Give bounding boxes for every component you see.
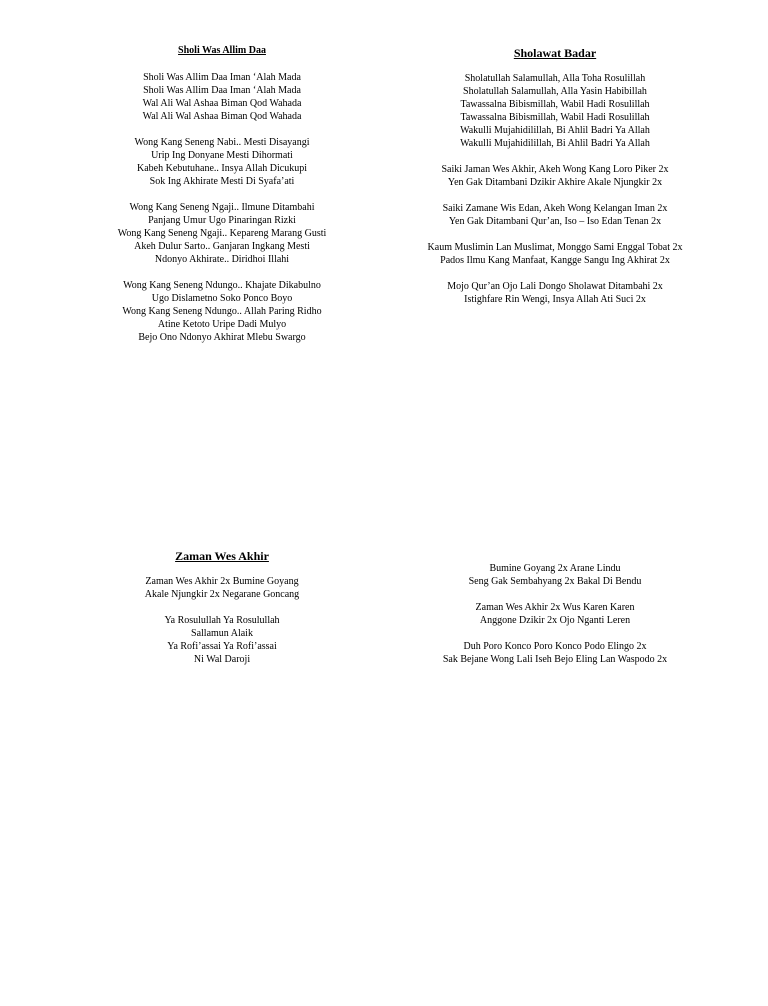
- lyric-line: Kabeh Kebutuhane.. Insya Allah Dicukupi: [137, 163, 307, 174]
- lyric-line: Pados Ilmu Kang Manfaat, Kangge Sangu Ing Akhirat 2x: [440, 255, 670, 266]
- lyric-line: Wong Kang Seneng Ngaji.. Kepareng Marang Gusti: [117, 228, 327, 239]
- lyric-line: Sholi Was Allim Daa Iman ‘Alah Mada: [143, 72, 301, 83]
- lyric-line: Tawassalna Bibismillah, Wabil Hadi Rosulillah: [460, 112, 650, 123]
- stanza: [400, 280, 710, 306]
- stanza: [100, 614, 344, 666]
- lyric-line: Sholatullah Salamullah, Alla Toha Rosulillah: [464, 73, 646, 84]
- lyric-line: Ni Wal Daroji: [193, 654, 251, 665]
- lyric-line: Wakulli Mujahidilillah, Bi Ahlil Badri Ya Allah: [460, 138, 650, 149]
- lyric-line: Urip Ing Donyane Mesti Dihormati: [151, 150, 293, 161]
- stanza: [400, 640, 710, 666]
- lyric-line: Anggone Dzikir 2x Ojo Nganti Leren: [479, 615, 631, 626]
- lyric-line: Ndonyo Akhirate.. Diridhoi Illahi: [154, 254, 290, 265]
- lyrics: [400, 72, 710, 306]
- lyric-line: Bumine Goyang 2x Arane Lindu: [489, 563, 621, 574]
- song-title: Sholi Was Allim Daa: [178, 45, 266, 56]
- lyrics: [100, 71, 344, 344]
- stanza: [100, 136, 344, 188]
- lyric-line: Ya Rosulullah Ya Rosulullah: [164, 615, 280, 626]
- lyric-line: Wong Kang Seneng Nabi.. Mesti Disayangi: [134, 137, 310, 148]
- stanza: [400, 562, 710, 588]
- lyric-line: Sok Ing Akhirate Mesti Di Syafa’ati: [149, 176, 295, 187]
- lyric-line: Ugo Dislametno Soko Ponco Boyo: [151, 293, 293, 304]
- song-sholawat-badar: [400, 45, 710, 306]
- lyric-line: Mojo Qur’an Ojo Lali Dongo Sholawat Ditambahi 2x: [447, 281, 663, 292]
- lyric-line: Zaman Wes Akhir 2x Wus Karen Karen: [475, 602, 635, 613]
- lyric-line: Wong Kang Seneng Ndungo.. Allah Paring Ridho: [122, 306, 322, 317]
- lyric-line: Panjang Umur Ugo Pinaringan Rizki: [148, 215, 296, 226]
- lyric-line: Akale Njungkir 2x Negarane Goncang: [144, 589, 300, 600]
- stanza: [100, 279, 344, 344]
- stanza: [400, 202, 710, 228]
- lyric-line: Wong Kang Seneng Ndungo.. Khajate Dikabulno: [123, 280, 321, 291]
- song-zaman-wes-akhir-continued: [400, 562, 710, 666]
- lyric-line: Sholi Was Allim Daa Iman ‘Alah Mada: [143, 85, 301, 96]
- lyric-line: Wakulli Mujahidilillah, Bi Ahlil Badri Ya Allah: [460, 125, 650, 136]
- song-sholi-was-allim: [100, 44, 344, 344]
- lyric-line: Tawassalna Bibismillah, Wabil Hadi Rosulillah: [460, 99, 650, 110]
- stanza: [400, 163, 710, 189]
- lyric-line: Sak Bejane Wong Lali Iseh Bejo Eling Lan Waspodo 2x: [442, 654, 668, 665]
- lyric-line: Bejo Ono Ndonyo Akhirat Mlebu Swargo: [138, 332, 306, 343]
- lyric-line: Wal Ali Wal Ashaa Biman Qod Wahada: [142, 111, 302, 122]
- lyric-line: Duh Poro Konco Poro Konco Podo Elingo 2x: [463, 641, 647, 652]
- stanza: [400, 241, 710, 267]
- lyric-line: Istighfare Rin Wengi, Insya Allah Ati Suci 2x: [464, 294, 646, 305]
- stanza: [400, 72, 710, 150]
- stanza: [100, 575, 344, 601]
- song-zaman-wes-akhir: [100, 548, 344, 666]
- lyrics: [100, 575, 344, 666]
- lyric-line: Atine Ketoto Uripe Dadi Mulyo: [157, 319, 287, 330]
- stanza: [400, 601, 710, 627]
- lyric-line: Ya Rofi’assai Ya Rofi’assai: [167, 641, 277, 652]
- lyric-line: Akeh Dulur Sarto.. Ganjaran Ingkang Mesti: [134, 241, 310, 252]
- lyric-line: Saiki Zamane Wis Edan, Akeh Wong Kelangan Iman 2x: [442, 203, 668, 214]
- lyric-line: Zaman Wes Akhir 2x Bumine Goyang: [145, 576, 299, 587]
- song-title: Sholawat Badar: [513, 46, 597, 60]
- stanza: [100, 201, 344, 266]
- lyric-line: Wong Kang Seneng Ngaji.. Ilmune Ditambahi: [129, 202, 315, 213]
- lyric-line: Kaum Muslimin Lan Muslimat, Monggo Sami Enggal Tobat 2x: [427, 242, 683, 253]
- lyrics: [400, 562, 710, 666]
- lyric-line: Seng Gak Sembahyang 2x Bakal Di Bendu: [468, 576, 642, 587]
- stanza: [100, 71, 344, 123]
- lyric-line: Yen Gak Ditambani Dzikir Akhire Akale Njungkir 2x: [447, 177, 663, 188]
- lyric-line: Saiki Jaman Wes Akhir, Akeh Wong Kang Loro Piker 2x: [441, 164, 669, 175]
- lyric-line: Wal Ali Wal Ashaa Biman Qod Wahada: [142, 98, 302, 109]
- lyric-line: Sholatullah Salamullah, Alla Yasin Habibillah: [463, 86, 647, 97]
- song-title: Zaman Wes Akhir: [175, 549, 269, 563]
- lyric-line: Sallamun Alaik: [191, 628, 253, 639]
- lyric-line: Yen Gak Ditambani Qur’an, Iso – Iso Edan Tenan 2x: [448, 216, 662, 227]
